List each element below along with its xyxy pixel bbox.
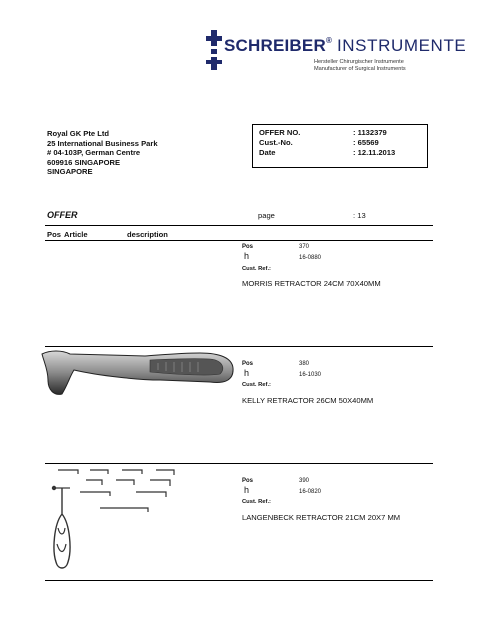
logo-brand <box>224 36 466 56</box>
logo-sub-line-2: Manufacturer of Surgical Instruments <box>314 66 406 72</box>
logo-instrumente: INSTRUMENTE <box>336 36 467 55</box>
item-3-hook-icon: h <box>244 485 250 495</box>
item-2-cust-ref: Cust. Ref.: <box>242 382 271 388</box>
date-label: Date <box>259 148 276 157</box>
address-line-4: 609916 SINGAPORE <box>47 157 121 167</box>
item-2-pos: 380 <box>299 361 310 367</box>
customer-address <box>47 129 158 177</box>
divider-item-2 <box>45 463 433 464</box>
item-1-hook-icon: h <box>244 251 250 261</box>
divider-item-3 <box>45 580 433 581</box>
kelly-retractor-image <box>40 350 235 398</box>
column-article: Article <box>64 230 88 239</box>
offer-info-box <box>252 124 428 168</box>
schreiber-logo-icon <box>206 30 222 70</box>
column-pos: Pos <box>47 230 61 239</box>
cust-no-value: : 65569 <box>353 138 379 147</box>
logo-brand-name: SCHREIBER <box>224 36 326 55</box>
item-1-article: 16-0880 <box>299 255 322 261</box>
item-2-hook-icon: h <box>244 368 250 378</box>
item-2-description: KELLY RETRACTOR 26CM 50X40MM <box>242 396 374 405</box>
item-1-cust-ref: Cust. Ref.: <box>242 266 271 272</box>
item-1-description: MORRIS RETRACTOR 24CM 70X40MM <box>242 279 381 288</box>
offer-no-label: OFFER NO. <box>259 128 301 137</box>
address-line-5: SINGAPORE <box>47 167 93 177</box>
logo-subtitle <box>314 59 406 73</box>
logo-registered: ® <box>325 36 333 45</box>
divider-item-1 <box>45 346 433 347</box>
item-3-pos: 390 <box>299 478 310 484</box>
logo-sub-line-1: Hersteller Chirurgischer Instrumente <box>314 59 404 65</box>
address-line-3: # 04-103P, German Centre <box>47 148 141 158</box>
item-2-article: 16-1030 <box>299 372 322 378</box>
address-line-1: Royal GK Pte Ltd <box>47 129 110 138</box>
page-number: : 13 <box>353 211 366 220</box>
item-1-pos: 370 <box>299 244 310 250</box>
offer-title: OFFER <box>47 210 78 220</box>
column-description: description <box>127 230 168 239</box>
item-3-article: 16-0820 <box>299 489 322 495</box>
offer-no-value: : 1132379 <box>353 128 387 137</box>
address-line-2: 25 International Business Park <box>47 138 158 148</box>
langenbeck-retractor-image <box>40 466 190 578</box>
item-3-pos-label: Pos <box>242 478 254 484</box>
divider-header <box>45 240 433 241</box>
date-value: : 12.11.2013 <box>353 148 396 157</box>
item-2-pos-label: Pos <box>242 361 254 367</box>
item-3-description: LANGENBECK RETRACTOR 21CM 20X7 MM <box>242 513 401 522</box>
page-label: page <box>258 211 275 220</box>
cust-no-label: Cust.-No. <box>259 138 293 147</box>
divider-top <box>45 225 433 226</box>
item-3-cust-ref: Cust. Ref.: <box>242 499 271 505</box>
item-1-pos-label: Pos <box>242 244 254 250</box>
